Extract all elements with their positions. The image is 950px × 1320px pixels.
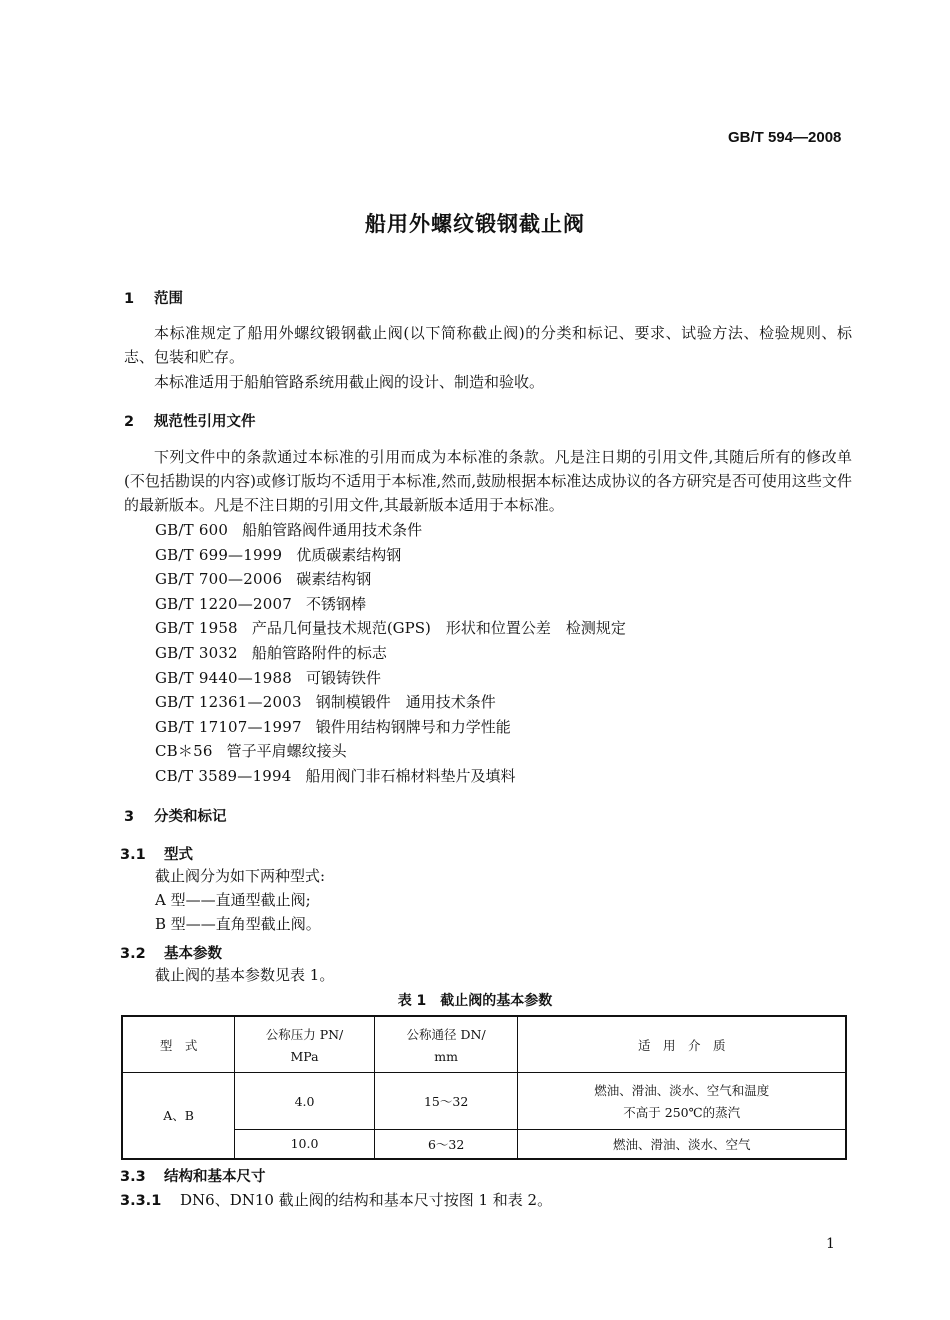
types-line: A 型——直通型截止阀;: [155, 891, 311, 909]
header-type: 型 式: [122, 1016, 235, 1073]
section-3-heading: [124, 805, 227, 826]
basic-params-text: 截止阀的基本参数见表 1。: [155, 966, 335, 984]
section-1-heading: [124, 287, 183, 308]
cell-diameter: 6～32: [374, 1130, 518, 1159]
reference-code: CB/T 3589—1994: [155, 766, 292, 785]
reference-code: GB/T 17107—1997: [155, 717, 302, 736]
subsection-3-3-1: [120, 1188, 552, 1213]
reference-code: GB/T 9440—1988: [155, 668, 292, 687]
reference-item: [155, 739, 626, 764]
cell-medium-line2: 不高于 250℃的蒸汽: [623, 1105, 741, 1120]
reference-name: 不锈钢棒: [305, 594, 366, 613]
header-pressure-unit: MPa: [290, 1049, 319, 1064]
cell-pressure: 4.0: [235, 1073, 375, 1130]
reference-code: GB/T 700—2006: [155, 570, 283, 589]
reference-item: [155, 764, 626, 789]
cell-diameter: 15～32: [374, 1073, 518, 1130]
reference-name: 船舶管路阀件通用技术条件: [242, 521, 423, 539]
section-number: 1: [124, 291, 135, 307]
section-title: 规范性引用文件: [154, 414, 256, 430]
reference-name: 钢制模锻件 通用技术条件: [315, 693, 496, 712]
cell-medium: [518, 1073, 846, 1130]
reference-list: [155, 518, 626, 789]
section-title: 范围: [154, 291, 183, 307]
header-pressure-line1: 公称压力 PN/: [265, 1027, 344, 1042]
header-medium: 适 用 介 质: [518, 1016, 846, 1073]
reference-name: 锻件用结构钢牌号和力学性能: [315, 717, 511, 736]
section-2-heading: [124, 410, 256, 431]
table-caption: 表 1 截止阀的基本参数: [397, 993, 553, 1009]
reference-code: GB/T 12361—2003: [155, 693, 302, 712]
cell-type: A、B: [122, 1073, 235, 1159]
section-title: 分类和标记: [154, 809, 227, 825]
section-number: 2: [124, 414, 135, 430]
reference-name: 可锻铸铁件: [305, 668, 381, 687]
reference-code: GB/T 600: [155, 521, 229, 539]
subsection-3-2-heading: [120, 942, 222, 963]
section-number: 3: [124, 809, 135, 825]
standard-code: GB/T 594—2008: [728, 129, 842, 146]
reference-item: [155, 567, 626, 592]
scope-paragraph-2: 本标准适用于船舶管路系统用截止阀的设计、制造和验收。: [154, 373, 545, 391]
reference-name: 管子平肩螺纹接头: [226, 742, 347, 761]
header-diameter: [374, 1016, 518, 1073]
reference-code: GB/T 1958: [155, 619, 238, 638]
reference-item: [155, 641, 626, 666]
subsection-number: 3.3: [120, 1169, 146, 1185]
reference-code: GB/T 699—1999: [155, 545, 283, 564]
document-title: 船用外螺纹锻钢截止阀: [365, 212, 585, 236]
reference-item: [155, 616, 626, 641]
subsection-number: 3.3.1: [120, 1193, 162, 1209]
table-row: [122, 1073, 846, 1130]
subsection-3-3-heading: [120, 1165, 266, 1186]
subsection-number: 3.1: [120, 847, 146, 863]
structure-text: DN6、DN10 截止阀的结构和基本尺寸按图 1 和表 2。: [180, 1191, 553, 1209]
cell-medium: 燃油、滑油、淡水、空气: [518, 1130, 846, 1159]
reference-name: 碳素结构钢: [296, 570, 372, 589]
subsection-number: 3.2: [120, 946, 146, 962]
types-list: [155, 864, 325, 936]
references-intro: 下列文件中的条款通过本标准的引用而成为本标准的条款。凡是注日期的引用文件,其随后所有的修改单(不包括勘误的内容)或修订版均不适用于本标准,然而,鼓励根据本标准达成协议的各方研究是否可使用这些文件的最新版本。凡是不注日期的引用文件,其最新版本适用于本标准。: [124, 448, 852, 514]
reference-item: [155, 690, 626, 715]
subsection-title: 结构和基本尺寸: [164, 1169, 266, 1185]
reference-name: 优质碳素结构钢: [296, 545, 402, 564]
reference-item: [155, 715, 626, 740]
header-diameter-line1: 公称通径 DN/: [406, 1027, 486, 1042]
reference-name: 产品几何量技术规范(GPS) 形状和位置公差 检测规定: [251, 619, 626, 638]
cell-medium-line1: 燃油、滑油、淡水、空气和温度: [594, 1083, 770, 1098]
table-header-row: [122, 1016, 846, 1073]
types-line: 截止阀分为如下两种型式:: [155, 867, 326, 885]
subsection-title: 型式: [164, 847, 193, 863]
basic-parameters-table: [121, 1015, 847, 1160]
reference-code: GB/T 3032: [155, 643, 238, 662]
cell-pressure: 10.0: [235, 1130, 375, 1159]
reference-code: CB＊56: [155, 742, 213, 761]
reference-name: 船用阀门非石棉材料垫片及填料: [305, 766, 516, 785]
reference-item: [155, 666, 626, 691]
subsection-title: 基本参数: [164, 946, 222, 962]
types-line: B 型——直角型截止阀。: [155, 915, 321, 933]
page-number: 1: [826, 1236, 835, 1252]
scope-paragraph-1: 本标准规定了船用外螺纹锻钢截止阀(以下简称截止阀)的分类和标记、要求、试验方法、检验规则、标志、包装和贮存。: [124, 324, 852, 366]
reference-item: [155, 592, 626, 617]
header-diameter-unit: mm: [434, 1049, 458, 1064]
subsection-3-1-heading: [120, 843, 193, 864]
reference-item: [155, 543, 626, 568]
reference-item: [155, 518, 626, 543]
reference-name: 船舶管路附件的标志: [251, 643, 387, 662]
reference-code: GB/T 1220—2007: [155, 594, 292, 613]
header-pressure: [235, 1016, 375, 1073]
